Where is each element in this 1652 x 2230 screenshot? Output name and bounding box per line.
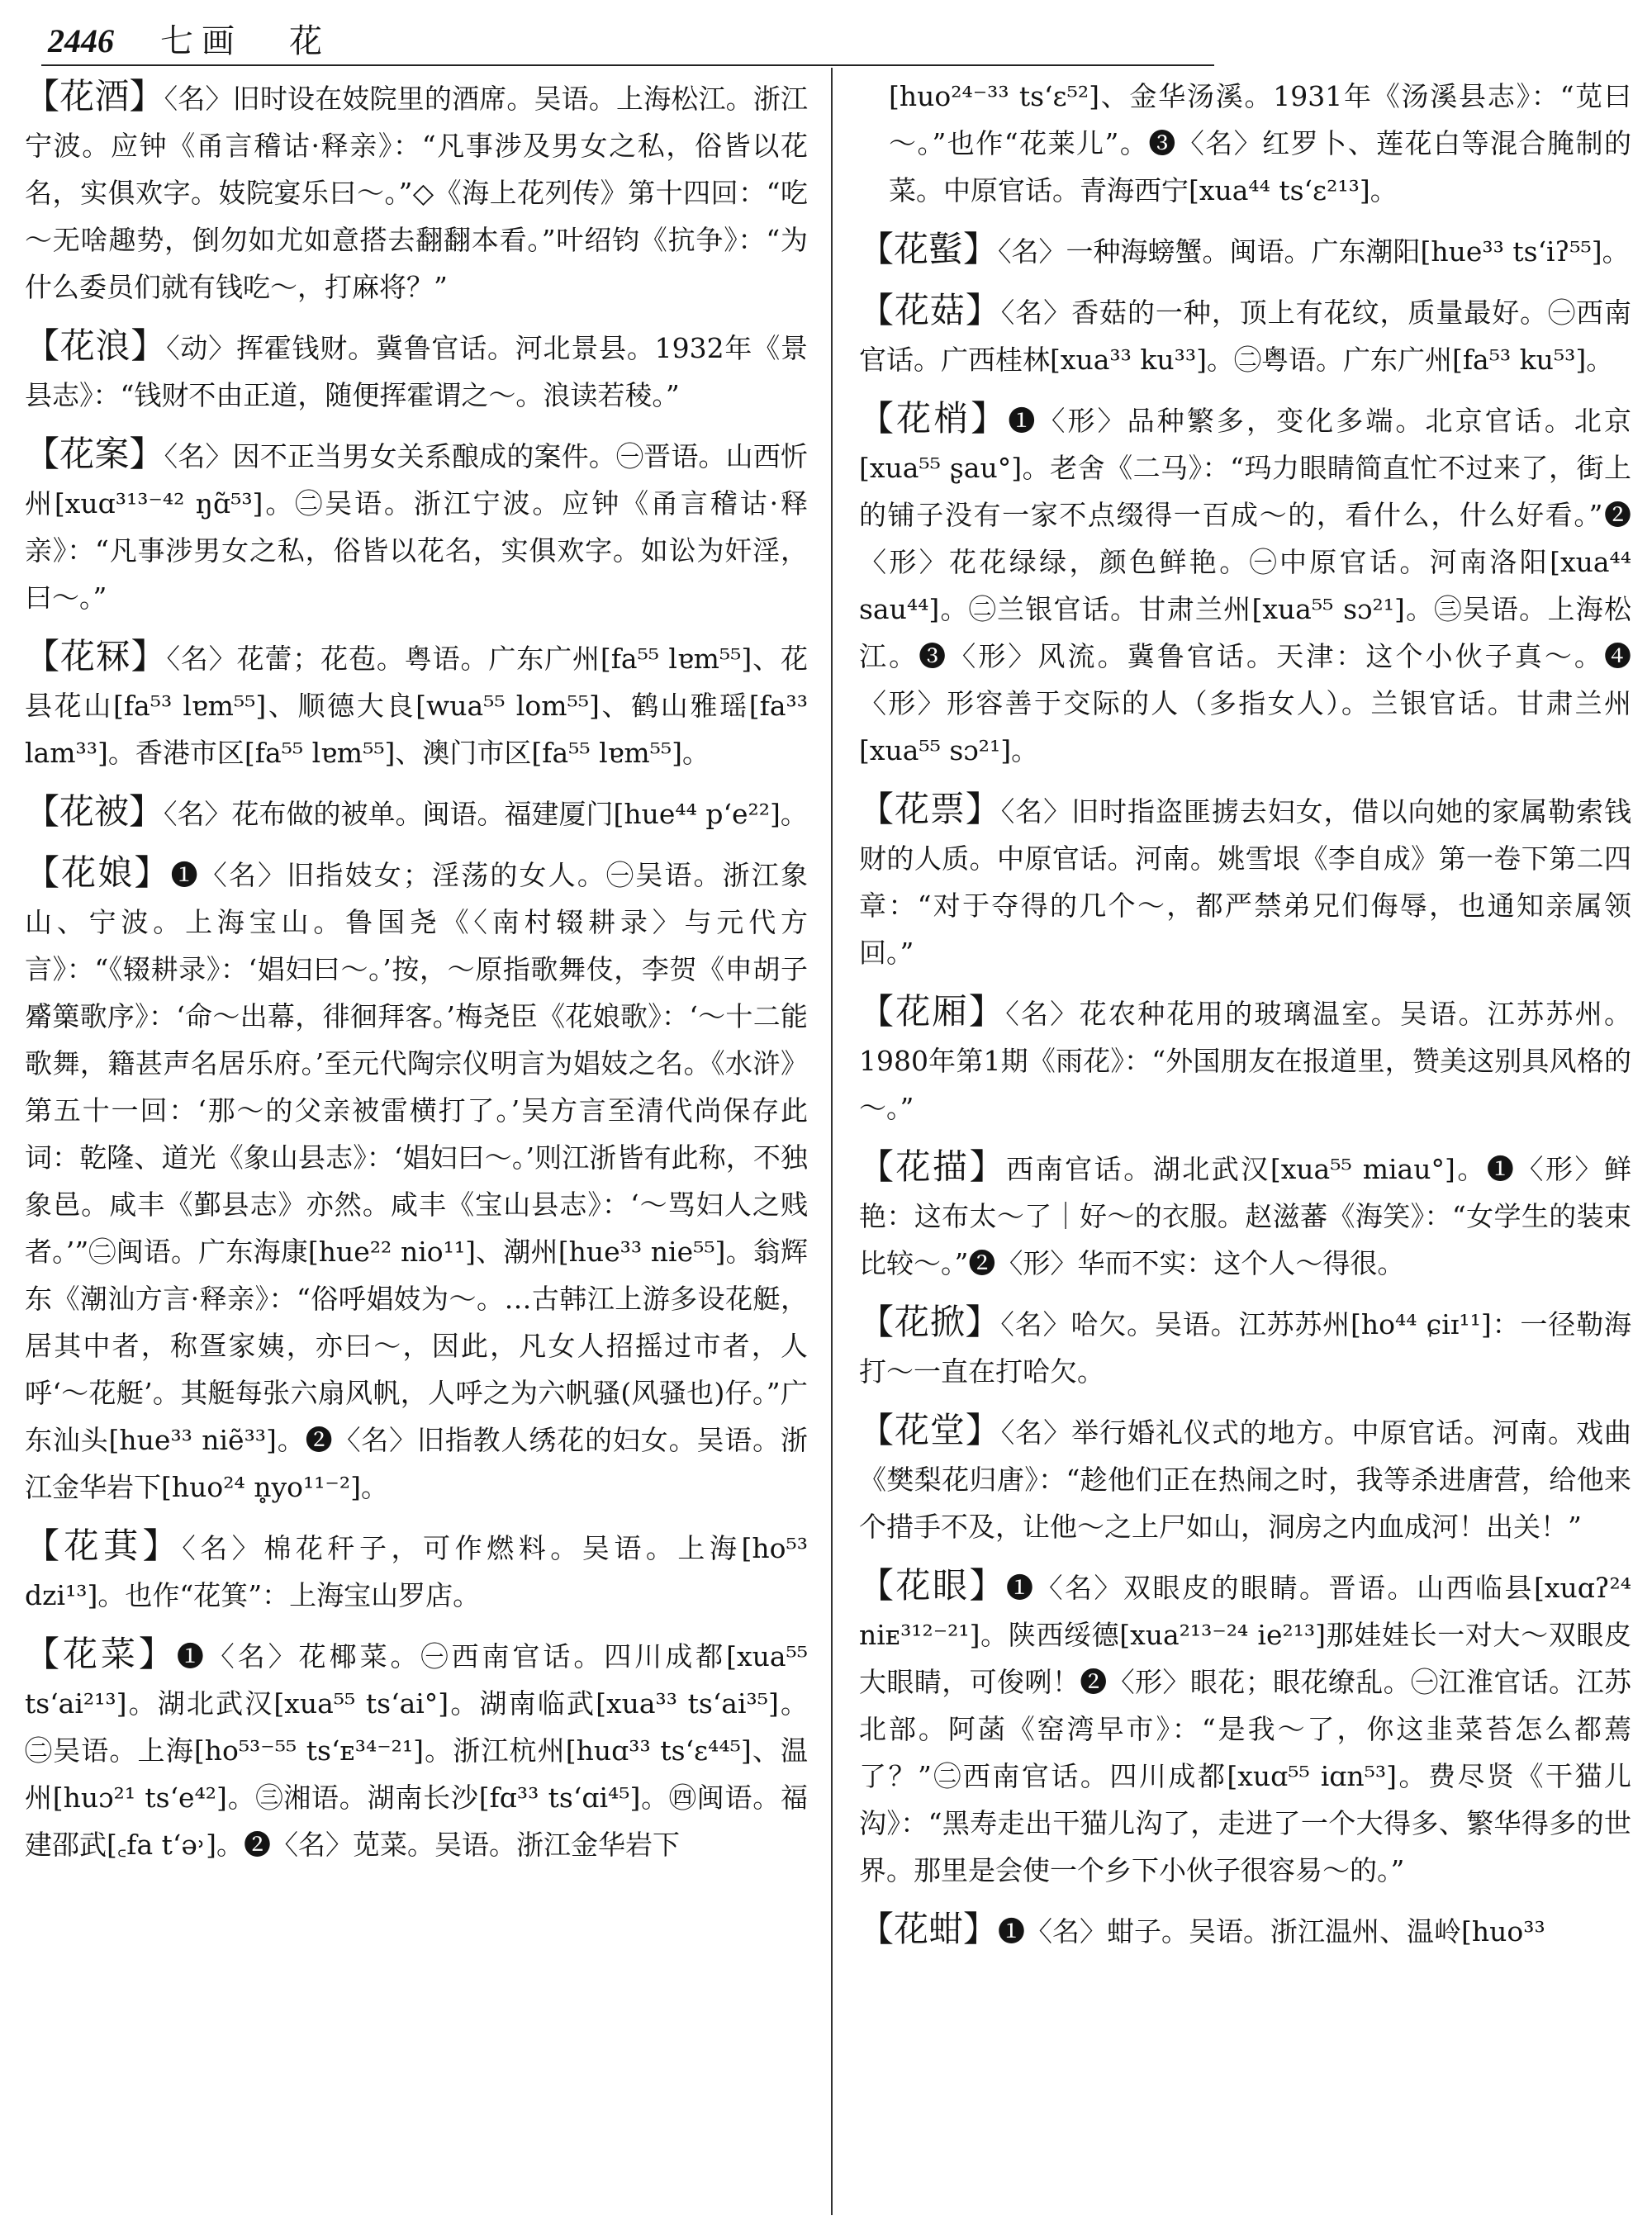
dictionary-entry (25, 849, 808, 1511)
dictionary-entry (859, 1298, 1631, 1395)
entry-headword: 【花被】 (25, 791, 164, 832)
entry-headword: 【花菇】 (859, 290, 1001, 330)
right-column (859, 73, 1631, 1967)
entry-body: 〈名〉香菇的一种，顶上有花纹，质量最好。㊀西南官话。广西桂林[xua³³ ku³³]。㊁粤语。广东广州[fa⁵³ ku⁵³]。 (859, 297, 1631, 376)
entry-headword: 【花厢】 (859, 991, 1006, 1032)
entry-body: 〈名〉旧时指盗匪掳去妇女，借以向她的家属勒索钱财的人质。中原官话。河南。姚雪垠《李自成》第一卷下第二四章：“对于夺得的几个～，都严禁弟兄们侮辱，也通知亲属领回。” (859, 795, 1631, 969)
entry-body: 〈名〉花蕾；花苞。粤语。广东广州[fa⁵⁵ lɐm⁵⁵]、花县花山[fa⁵³ lɐm⁵⁵]、顺德大良[wua⁵⁵ lom⁵⁵]、鹤山雅瑶[fa³³ lam³³]。香港市区[fa⁵⁵ lɐm⁵⁵]、澳门市区[fa⁵⁵ lɐm⁵⁵]。 (25, 643, 808, 769)
dictionary-entry (859, 1143, 1631, 1287)
entry-headword: 【花蟚】 (859, 229, 999, 269)
entry-body: 〈名〉花农种花用的玻璃温室。吴语。江苏苏州。1980年第1期《雨花》：“外国朋友在报道里，赞美这别具风格的～。” (859, 998, 1631, 1124)
dictionary-entry (859, 395, 1631, 774)
entry-headword: 【花眼】 (859, 1565, 1006, 1606)
entry-body: 〈名〉棉花秆子，可作燃料。吴语。上海[ho⁵³ dzi¹³]。也作“花箕”：上海宝山罗店。 (25, 1532, 808, 1611)
entry-body: ❶〈名〉双眼皮的眼睛。晋语。山西临县[xuɑʔ²⁴ niᴇ³¹²⁻²¹]。陕西绥德[xua²¹³⁻²⁴ ie²¹³]那娃娃长一对大～双眼皮大眼睛，可俊咧！❷〈形〉眼花；眼花缭乱。㊀江淮官话。江苏北部。阿菡《窑湾早市》：“是我～了，你这韭菜苔怎么都蔫了？”㊁西南官话。四川成都[xuɑ⁵⁵ iɑn⁵³]。费尽贤《干猫儿沟》：“黑寿走出干猫儿沟了，走进了一个大得多、繁华得多的世界。那里是会使一个乡下小伙子很容易～的。” (859, 1572, 1631, 1886)
section-label: 七画 (160, 22, 243, 60)
entry-body: ❶〈名〉花椰菜。㊀西南官话。四川成都[xua⁵⁵ tsʻai²¹³]。湖北武汉[xua⁵⁵ tsʻai°]。湖南临武[xua³³ tsʻai³⁵]。㊁吴语。上海[ho⁵³⁻⁵⁵ tsʻᴇ³⁴⁻²¹]。浙江杭州[huɑ³³ tsʻɛ⁴⁴⁵]、温州[huɔ²¹ tsʻe⁴²]。㊂湘语。湖南长沙[fɑ³³ tsʻɑi⁴⁵]。㊃闽语。福建邵武[꜀fa tʻə˒]。❷〈名〉苋菜。吴语。浙江金华岩下 (25, 1640, 808, 1861)
page-header (48, 15, 322, 58)
column-divider (831, 68, 833, 2215)
entry-continuation (859, 73, 1631, 214)
dictionary-entry (859, 1905, 1631, 1955)
entry-body: 〈名〉旧时设在妓院里的酒席。吴语。上海松江。浙江宁波。应钟《甬言稽诂·释亲》：“凡事涉及男女之私，俗皆以花名，实俱欢字。妓院宴乐曰～。”◇《海上花列传》第十四回：“吃～无啥趣势，倒勿如尤如意搭去翻翻本看。”叶绍钧《抗争》：“为什么委员们就有钱吃～，打麻将？” (25, 83, 808, 303)
dictionary-entry (25, 1522, 808, 1619)
dictionary-entry (25, 73, 808, 311)
entry-headword: 【花案】 (25, 434, 164, 474)
entry-body: ❶〈名〉蚶子。吴语。浙江温州、温岭[huo³³ (998, 1915, 1545, 1948)
entry-body: 〈动〉挥霍钱财。冀鲁官话。河北景县。1932年《景县志》：“钱财不由正道，随便挥霍谓之～。浪读若稜。” (25, 332, 808, 411)
page-number: 2446 (48, 22, 114, 59)
entry-headword: 【花娘】 (25, 852, 171, 893)
entry-headword: 【花堂】 (859, 1410, 1001, 1450)
entry-headword: 【花冧】 (25, 636, 167, 676)
entry-headword: 【花浪】 (25, 325, 167, 366)
dictionary-entry (859, 785, 1631, 976)
dictionary-entry (859, 1562, 1631, 1894)
entry-body: 〈名〉举行婚礼仪式的地方。中原官话。河南。戏曲《樊梨花归唐》：“趁他们正在热闹之时，我等杀进唐营，给他来个措手不及，让他～之上尸如山，洞房之内血成河！出关！” (859, 1416, 1631, 1543)
dictionary-entry (25, 322, 808, 419)
entry-body: ❶〈形〉品种繁多，变化多端。北京官话。北京[xua⁵⁵ ʂau°]。老舍《二马》：“玛力眼睛简直忙不过来了，街上的铺子没有一家不点缀得一百成～的，看什么，什么好看。”❷〈形〉花花绿绿，颜色鲜艳。㊀中原官话。河南洛阳[xua⁴⁴ sau⁴⁴]。㊁兰银官话。甘肃兰州[xua⁵⁵ sɔ²¹]。㊂吴语。上海松江。❸〈形〉风流。冀鲁官话。天津：这个小伙子真～。❹〈形〉形容善于交际的人（多指女人）。兰银官话。甘肃兰州[xua⁵⁵ sɔ²¹]。 (859, 405, 1631, 766)
dictionary-entry (859, 1407, 1631, 1550)
dictionary-entry (25, 788, 808, 837)
dictionary-entry (25, 633, 808, 776)
dictionary-entry (859, 225, 1631, 275)
entry-headword: 【花萁】 (25, 1525, 183, 1566)
entry-headword: 【花酒】 (25, 76, 164, 116)
header-headword: 花 (289, 22, 322, 60)
entry-headword: 【花描】 (859, 1146, 1007, 1187)
left-column (25, 73, 808, 1880)
header-rule (41, 64, 1214, 66)
entry-body: 〈名〉一种海螃蟹。闽语。广东潮阳[hue³³ tsʻiʔ⁵⁵]。 (998, 235, 1630, 268)
entry-headword: 【花掀】 (859, 1302, 1001, 1342)
entry-body: 〈名〉花布做的被单。闽语。福建厦门[hue⁴⁴ pʻe²²]。 (164, 798, 808, 830)
entry-headword: 【花梢】 (859, 398, 1009, 439)
entry-body: 〈名〉哈欠。吴语。江苏苏州[ho⁴⁴ ɕiɪ¹¹]：一径勒海打～一直在打哈欠。 (859, 1308, 1631, 1388)
entry-body: 〈名〉因不正当男女关系酿成的案件。㊀晋语。山西忻州[xuɑ³¹³⁻⁴² ŋɑ̃⁵³]。㊁吴语。浙江宁波。应钟《甬言稽诂·释亲》：“凡事涉男女之私，俗皆以花名，实俱欢字。如讼为奸淫，曰～。” (25, 440, 808, 614)
dictionary-entry (859, 988, 1631, 1132)
entry-headword: 【花票】 (859, 789, 1001, 829)
entry-body: [huo²⁴⁻³³ tsʻɛ⁵²]、金华汤溪。1931年《汤溪县志》：“苋曰～。”也作“花莱儿”。❸〈名〉红罗卜、莲花白等混合腌制的菜。中原官话。青海西宁[xua⁴⁴ tsʻɛ²¹³]。 (889, 80, 1631, 206)
entry-body: 西南官话。湖北武汉[xua⁵⁵ miau°]。❶〈形〉鲜艳：这布太～了｜好～的衣服。赵滋蕃《海笑》：“女学生的装束比较～。”❷〈形〉华而不实：这个人～得很。 (859, 1153, 1631, 1279)
dictionary-entry (25, 430, 808, 621)
entry-headword: 【花蚶】 (859, 1909, 999, 1949)
entry-body: ❶〈名〉旧指妓女；淫荡的女人。㊀吴语。浙江象山、宁波。上海宝山。鲁国尧《〈南村辍耕录〉与元代方言》：“《辍耕录》：‘娼妇曰～。’按，～原指歌舞伎，李贺《申胡子觱篥歌序》：‘命～出幕，徘徊拜客。’梅尧臣《花娘歌》：‘～十二能歌舞，籍甚声名居乐府。’至元代陶宗仪明言为娼妓之名。《水浒》第五十一回：‘那～的父亲被雷横打了。’吴方言至清代尚保存此词：乾隆、道光《象山县志》：‘娼妇曰～。’则江浙皆有此称，不独象邑。咸丰《鄞县志》亦然。咸丰《宝山县志》：‘～骂妇人之贱者。’”㊁闽语。广东海康[hue²² nio¹¹]、潮州[hue³³ nie⁵⁵]。翁辉东《潮汕方言·释亲》：“俗呼娼妓为～。…古韩江上游多设花艇，居其中者，称疍家姨，亦曰～，因此，凡女人招摇过市者，人呼‘～花艇’。其艇每张六扇风帆，人呼之为六帆骚(风骚也)仔。”广东汕头[hue³³ niẽ³³]。❷〈名〉旧指教人绣花的妇女。吴语。浙江金华岩下[huo²⁴ n̥yo¹¹⁻²]。 (25, 859, 808, 1503)
entry-headword: 【花菜】 (25, 1634, 177, 1674)
dictionary-entry (859, 287, 1631, 383)
dictionary-entry (25, 1630, 808, 1868)
